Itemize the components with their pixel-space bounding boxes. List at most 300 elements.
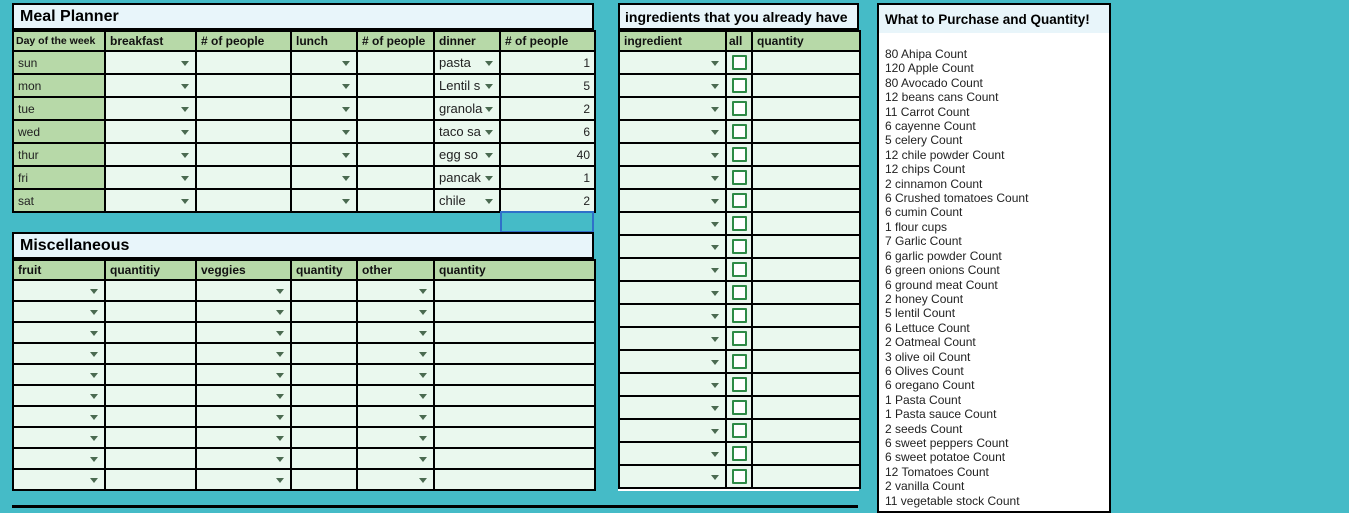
lunch-dropdown[interactable] bbox=[291, 189, 357, 212]
dinner-people-cell[interactable]: 6 bbox=[500, 120, 595, 143]
fruit-quantity-cell[interactable] bbox=[105, 280, 196, 301]
purchase-list bbox=[885, 47, 1028, 508]
breakfast-dropdown[interactable] bbox=[105, 166, 196, 189]
misc-row bbox=[13, 343, 595, 364]
dropdown-arrow-icon[interactable] bbox=[276, 352, 284, 357]
veggies-dropdown[interactable] bbox=[196, 322, 291, 343]
all-checkbox-cell bbox=[726, 327, 752, 350]
purchase-item: 6 garlic powder Count bbox=[885, 248, 1002, 263]
dropdown-arrow-icon[interactable] bbox=[276, 457, 284, 462]
veggies-quantity-cell[interactable] bbox=[291, 448, 357, 469]
dropdown-arrow-icon[interactable] bbox=[711, 452, 719, 457]
other-quantity-cell[interactable] bbox=[434, 469, 595, 490]
header-breakfast-people: # of people bbox=[196, 31, 291, 51]
breakfast-people-cell[interactable] bbox=[196, 97, 291, 120]
veggies-quantity-cell[interactable] bbox=[291, 322, 357, 343]
ingredient-dropdown[interactable] bbox=[619, 442, 726, 465]
fruit-dropdown[interactable] bbox=[13, 343, 105, 364]
fruit-quantity-cell[interactable] bbox=[105, 343, 196, 364]
all-checkbox-cell bbox=[726, 97, 752, 120]
all-checkbox[interactable] bbox=[732, 147, 747, 162]
dropdown-arrow-icon[interactable] bbox=[276, 415, 284, 420]
all-checkbox[interactable] bbox=[732, 78, 747, 93]
misc-row bbox=[13, 301, 595, 322]
dropdown-arrow-icon[interactable] bbox=[711, 130, 719, 135]
breakfast-dropdown[interactable] bbox=[105, 97, 196, 120]
dropdown-arrow-icon[interactable] bbox=[90, 457, 98, 462]
ingredient-quantity-cell[interactable] bbox=[752, 235, 860, 258]
dropdown-arrow-icon[interactable] bbox=[181, 61, 189, 66]
dropdown-arrow-icon[interactable] bbox=[181, 176, 189, 181]
ingredient-quantity-cell[interactable] bbox=[752, 166, 860, 189]
lunch-people-cell[interactable] bbox=[357, 97, 434, 120]
dinner-dropdown[interactable] bbox=[434, 189, 500, 212]
selected-cell[interactable] bbox=[500, 211, 594, 233]
dinner-dropdown[interactable] bbox=[434, 166, 500, 189]
ingredient-dropdown[interactable] bbox=[619, 465, 726, 488]
meal-row-sun bbox=[13, 51, 595, 74]
dropdown-arrow-icon[interactable] bbox=[711, 222, 719, 227]
dropdown-arrow-icon[interactable] bbox=[419, 331, 427, 336]
dinner-people-cell[interactable]: 1 bbox=[500, 166, 595, 189]
meal-row-tue bbox=[13, 97, 595, 120]
ingredient-dropdown[interactable] bbox=[619, 166, 726, 189]
ingredient-row bbox=[619, 281, 860, 304]
dropdown-arrow-icon[interactable] bbox=[711, 429, 719, 434]
breakfast-people-cell[interactable] bbox=[196, 51, 291, 74]
fruit-quantity-cell[interactable] bbox=[105, 406, 196, 427]
fruit-dropdown[interactable] bbox=[13, 322, 105, 343]
dinner-dropdown[interactable] bbox=[434, 74, 500, 97]
veggies-quantity-cell[interactable] bbox=[291, 406, 357, 427]
dropdown-arrow-icon[interactable] bbox=[276, 310, 284, 315]
dropdown-arrow-icon[interactable] bbox=[711, 268, 719, 273]
veggies-dropdown[interactable] bbox=[196, 427, 291, 448]
dropdown-arrow-icon[interactable] bbox=[342, 199, 350, 204]
dropdown-arrow-icon[interactable] bbox=[181, 107, 189, 112]
dinner-dropdown-value: egg so bbox=[439, 147, 479, 162]
ingredient-dropdown[interactable] bbox=[619, 419, 726, 442]
ingredient-quantity-cell[interactable] bbox=[752, 212, 860, 235]
meal-row-mon bbox=[13, 74, 595, 97]
all-checkbox-cell bbox=[726, 166, 752, 189]
all-checkbox[interactable] bbox=[732, 216, 747, 231]
dropdown-arrow-icon[interactable] bbox=[485, 176, 493, 181]
other-dropdown[interactable] bbox=[357, 448, 434, 469]
misc-title: Miscellaneous bbox=[12, 232, 594, 259]
breakfast-dropdown[interactable] bbox=[105, 51, 196, 74]
all-checkbox[interactable] bbox=[732, 262, 747, 277]
dropdown-arrow-icon[interactable] bbox=[419, 478, 427, 483]
ingredient-quantity-cell[interactable] bbox=[752, 327, 860, 350]
fruit-quantity-cell[interactable] bbox=[105, 448, 196, 469]
other-dropdown[interactable] bbox=[357, 322, 434, 343]
dropdown-arrow-icon[interactable] bbox=[711, 383, 719, 388]
ingredient-dropdown[interactable] bbox=[619, 396, 726, 419]
fruit-quantity-cell[interactable] bbox=[105, 469, 196, 490]
purchase-item: 6 oregano Count bbox=[885, 378, 975, 393]
veggies-dropdown[interactable] bbox=[196, 280, 291, 301]
ingredient-quantity-cell[interactable] bbox=[752, 97, 860, 120]
dropdown-arrow-icon[interactable] bbox=[419, 457, 427, 462]
ingredient-row bbox=[619, 51, 860, 74]
dropdown-arrow-icon[interactable] bbox=[90, 310, 98, 315]
ingredient-dropdown[interactable] bbox=[619, 143, 726, 166]
ingredient-dropdown[interactable] bbox=[619, 258, 726, 281]
veggies-quantity-cell[interactable] bbox=[291, 427, 357, 448]
dropdown-arrow-icon[interactable] bbox=[276, 478, 284, 483]
other-dropdown[interactable] bbox=[357, 301, 434, 322]
dropdown-arrow-icon[interactable] bbox=[90, 373, 98, 378]
veggies-dropdown[interactable] bbox=[196, 406, 291, 427]
ingredient-row bbox=[619, 258, 860, 281]
other-quantity-cell[interactable] bbox=[434, 322, 595, 343]
ingredient-row bbox=[619, 373, 860, 396]
dropdown-arrow-icon[interactable] bbox=[711, 291, 719, 296]
lunch-people-cell[interactable] bbox=[357, 166, 434, 189]
all-checkbox[interactable] bbox=[732, 331, 747, 346]
header-other: other bbox=[357, 260, 434, 280]
all-checkbox-cell bbox=[726, 419, 752, 442]
all-checkbox[interactable] bbox=[732, 354, 747, 369]
misc-row bbox=[13, 322, 595, 343]
header-ingredient: ingredient bbox=[619, 31, 726, 51]
purchase-item: 6 sweet potatoe Count bbox=[885, 450, 1006, 465]
lunch-dropdown[interactable] bbox=[291, 120, 357, 143]
breakfast-people-cell[interactable] bbox=[196, 189, 291, 212]
dinner-dropdown-value: granola bbox=[439, 101, 483, 116]
ingredient-dropdown[interactable] bbox=[619, 281, 726, 304]
header-other-quantity: quantity bbox=[434, 260, 595, 280]
ingredient-dropdown[interactable] bbox=[619, 120, 726, 143]
purchase-item: 80 Ahipa Count bbox=[885, 47, 968, 61]
ingredient-dropdown[interactable] bbox=[619, 327, 726, 350]
day-cell: sat bbox=[13, 189, 105, 212]
other-dropdown[interactable] bbox=[357, 385, 434, 406]
fruit-dropdown[interactable] bbox=[13, 406, 105, 427]
all-checkbox[interactable] bbox=[732, 239, 747, 254]
veggies-dropdown[interactable] bbox=[196, 364, 291, 385]
ingredient-dropdown[interactable] bbox=[619, 97, 726, 120]
meal-row-thur bbox=[13, 143, 595, 166]
all-checkbox-cell bbox=[726, 51, 752, 74]
fruit-quantity-cell[interactable] bbox=[105, 301, 196, 322]
ingredients-panel bbox=[618, 3, 859, 491]
header-fruit-quantity: quantitiy bbox=[105, 260, 196, 280]
dropdown-arrow-icon[interactable] bbox=[485, 107, 493, 112]
lunch-people-cell[interactable] bbox=[357, 120, 434, 143]
dropdown-arrow-icon[interactable] bbox=[342, 61, 350, 66]
dinner-dropdown-value: taco sa bbox=[439, 124, 481, 139]
purchase-item: 12 chile powder Count bbox=[885, 147, 1005, 162]
dinner-dropdown[interactable] bbox=[434, 120, 500, 143]
other-quantity-cell[interactable] bbox=[434, 280, 595, 301]
ingredient-quantity-cell[interactable] bbox=[752, 120, 860, 143]
dropdown-arrow-icon[interactable] bbox=[181, 199, 189, 204]
dropdown-arrow-icon[interactable] bbox=[419, 436, 427, 441]
dropdown-arrow-icon[interactable] bbox=[419, 352, 427, 357]
lunch-people-cell[interactable] bbox=[357, 189, 434, 212]
ingredient-dropdown[interactable] bbox=[619, 350, 726, 373]
dropdown-arrow-icon[interactable] bbox=[276, 289, 284, 294]
veggies-dropdown[interactable] bbox=[196, 469, 291, 490]
fruit-dropdown[interactable] bbox=[13, 427, 105, 448]
veggies-dropdown[interactable] bbox=[196, 343, 291, 364]
all-checkbox[interactable] bbox=[732, 423, 747, 438]
dinner-people-cell[interactable]: 1 bbox=[500, 51, 595, 74]
veggies-quantity-cell[interactable] bbox=[291, 280, 357, 301]
breakfast-dropdown[interactable] bbox=[105, 120, 196, 143]
other-quantity-cell[interactable] bbox=[434, 406, 595, 427]
veggies-quantity-cell[interactable] bbox=[291, 469, 357, 490]
dinner-people-cell[interactable]: 40 bbox=[500, 143, 595, 166]
meal-row-fri bbox=[13, 166, 595, 189]
dropdown-arrow-icon[interactable] bbox=[711, 475, 719, 480]
all-checkbox[interactable] bbox=[732, 124, 747, 139]
dinner-dropdown-value: Lentil s bbox=[439, 78, 481, 93]
dropdown-arrow-icon[interactable] bbox=[90, 331, 98, 336]
all-checkbox[interactable] bbox=[732, 101, 747, 116]
all-checkbox[interactable] bbox=[732, 469, 747, 484]
ingredient-quantity-cell[interactable] bbox=[752, 419, 860, 442]
misc-row bbox=[13, 427, 595, 448]
ingredient-dropdown[interactable] bbox=[619, 304, 726, 327]
fruit-dropdown[interactable] bbox=[13, 469, 105, 490]
ingredient-quantity-cell[interactable] bbox=[752, 51, 860, 74]
dropdown-arrow-icon[interactable] bbox=[181, 153, 189, 158]
dropdown-arrow-icon[interactable] bbox=[485, 130, 493, 135]
lunch-dropdown[interactable] bbox=[291, 97, 357, 120]
dropdown-arrow-icon[interactable] bbox=[276, 394, 284, 399]
header-breakfast: breakfast bbox=[105, 31, 196, 51]
breakfast-dropdown[interactable] bbox=[105, 189, 196, 212]
other-quantity-cell[interactable] bbox=[434, 301, 595, 322]
veggies-quantity-cell[interactable] bbox=[291, 301, 357, 322]
other-dropdown[interactable] bbox=[357, 427, 434, 448]
ingredient-dropdown[interactable] bbox=[619, 189, 726, 212]
fruit-quantity-cell[interactable] bbox=[105, 385, 196, 406]
misc-row bbox=[13, 469, 595, 490]
dropdown-arrow-icon[interactable] bbox=[181, 84, 189, 89]
dropdown-arrow-icon[interactable] bbox=[276, 436, 284, 441]
day-cell: fri bbox=[13, 166, 105, 189]
dropdown-arrow-icon[interactable] bbox=[181, 130, 189, 135]
header-veggies-quantity: quantity bbox=[291, 260, 357, 280]
veggies-dropdown[interactable] bbox=[196, 448, 291, 469]
breakfast-people-cell[interactable] bbox=[196, 166, 291, 189]
dropdown-arrow-icon[interactable] bbox=[342, 107, 350, 112]
veggies-dropdown[interactable] bbox=[196, 385, 291, 406]
other-quantity-cell[interactable] bbox=[434, 364, 595, 385]
all-checkbox-cell bbox=[726, 442, 752, 465]
ingredient-dropdown[interactable] bbox=[619, 74, 726, 97]
dropdown-arrow-icon[interactable] bbox=[711, 245, 719, 250]
misc-row bbox=[13, 406, 595, 427]
dropdown-arrow-icon[interactable] bbox=[485, 61, 493, 66]
other-quantity-cell[interactable] bbox=[434, 385, 595, 406]
dropdown-arrow-icon[interactable] bbox=[711, 176, 719, 181]
purchase-item: 6 Olives Count bbox=[885, 363, 964, 378]
dropdown-arrow-icon[interactable] bbox=[90, 478, 98, 483]
dinner-dropdown[interactable] bbox=[434, 51, 500, 74]
other-quantity-cell[interactable] bbox=[434, 427, 595, 448]
fruit-quantity-cell[interactable] bbox=[105, 427, 196, 448]
fruit-dropdown[interactable] bbox=[13, 385, 105, 406]
dropdown-arrow-icon[interactable] bbox=[711, 153, 719, 158]
lunch-people-cell[interactable] bbox=[357, 51, 434, 74]
fruit-dropdown[interactable] bbox=[13, 364, 105, 385]
other-dropdown[interactable] bbox=[357, 343, 434, 364]
all-checkbox-cell bbox=[726, 465, 752, 488]
ingredient-quantity-cell[interactable] bbox=[752, 304, 860, 327]
purchase-item: 2 Oatmeal Count bbox=[885, 335, 976, 350]
veggies-quantity-cell[interactable] bbox=[291, 343, 357, 364]
dropdown-arrow-icon[interactable] bbox=[419, 373, 427, 378]
dropdown-arrow-icon[interactable] bbox=[711, 84, 719, 89]
header-lunch: lunch bbox=[291, 31, 357, 51]
dropdown-arrow-icon[interactable] bbox=[419, 289, 427, 294]
all-checkbox[interactable] bbox=[732, 170, 747, 185]
lunch-people-cell[interactable] bbox=[357, 74, 434, 97]
dropdown-arrow-icon[interactable] bbox=[342, 153, 350, 158]
all-checkbox[interactable] bbox=[732, 308, 747, 323]
dinner-dropdown[interactable] bbox=[434, 97, 500, 120]
purchase-item: 6 green onions Count bbox=[885, 263, 1000, 278]
header-lunch-people: # of people bbox=[357, 31, 434, 51]
veggies-dropdown[interactable] bbox=[196, 301, 291, 322]
ingredient-quantity-cell[interactable] bbox=[752, 396, 860, 419]
veggies-quantity-cell[interactable] bbox=[291, 385, 357, 406]
all-checkbox[interactable] bbox=[732, 285, 747, 300]
purchase-panel bbox=[877, 3, 1111, 513]
dropdown-arrow-icon[interactable] bbox=[711, 107, 719, 112]
header-veggies: veggies bbox=[196, 260, 291, 280]
dropdown-arrow-icon[interactable] bbox=[419, 310, 427, 315]
other-quantity-cell[interactable] bbox=[434, 448, 595, 469]
fruit-quantity-cell[interactable] bbox=[105, 322, 196, 343]
purchase-title: What to Purchase and Quantity! bbox=[879, 5, 1109, 33]
misc-row bbox=[13, 385, 595, 406]
fruit-dropdown[interactable] bbox=[13, 280, 105, 301]
dropdown-arrow-icon[interactable] bbox=[342, 84, 350, 89]
ingredient-quantity-cell[interactable] bbox=[752, 74, 860, 97]
day-cell: wed bbox=[13, 120, 105, 143]
dropdown-arrow-icon[interactable] bbox=[485, 153, 493, 158]
dropdown-arrow-icon[interactable] bbox=[485, 84, 493, 89]
fruit-dropdown[interactable] bbox=[13, 301, 105, 322]
ingredient-quantity-cell[interactable] bbox=[752, 143, 860, 166]
dinner-people-cell[interactable]: 2 bbox=[500, 97, 595, 120]
dropdown-arrow-icon[interactable] bbox=[711, 337, 719, 342]
other-quantity-cell[interactable] bbox=[434, 343, 595, 364]
fruit-quantity-cell[interactable] bbox=[105, 364, 196, 385]
purchase-item: 1 Pasta sauce Count bbox=[885, 407, 997, 422]
meal-row-wed bbox=[13, 120, 595, 143]
ingredient-quantity-cell[interactable] bbox=[752, 350, 860, 373]
all-checkbox[interactable] bbox=[732, 446, 747, 461]
purchase-item: 80 Avocado Count bbox=[885, 75, 983, 90]
breakfast-dropdown[interactable] bbox=[105, 74, 196, 97]
purchase-item: 6 sweet peppers Count bbox=[885, 435, 1009, 450]
dropdown-arrow-icon[interactable] bbox=[342, 130, 350, 135]
purchase-item: 11 Carrot Count bbox=[885, 104, 970, 119]
dropdown-arrow-icon[interactable] bbox=[711, 406, 719, 411]
dropdown-arrow-icon[interactable] bbox=[90, 415, 98, 420]
dropdown-arrow-icon[interactable] bbox=[711, 199, 719, 204]
dropdown-arrow-icon[interactable] bbox=[276, 373, 284, 378]
other-dropdown[interactable] bbox=[357, 469, 434, 490]
lunch-dropdown[interactable] bbox=[291, 166, 357, 189]
misc-row bbox=[13, 364, 595, 385]
dinner-people-cell[interactable]: 2 bbox=[500, 189, 595, 212]
misc-row bbox=[13, 448, 595, 469]
lunch-dropdown[interactable] bbox=[291, 51, 357, 74]
ingredient-row bbox=[619, 396, 860, 419]
lunch-dropdown[interactable] bbox=[291, 143, 357, 166]
day-cell: tue bbox=[13, 97, 105, 120]
ingredient-quantity-cell[interactable] bbox=[752, 465, 860, 488]
fruit-dropdown[interactable] bbox=[13, 448, 105, 469]
dropdown-arrow-icon[interactable] bbox=[276, 331, 284, 336]
dropdown-arrow-icon[interactable] bbox=[90, 394, 98, 399]
all-checkbox[interactable] bbox=[732, 193, 747, 208]
all-checkbox[interactable] bbox=[732, 400, 747, 415]
all-checkbox-cell bbox=[726, 212, 752, 235]
all-checkbox[interactable] bbox=[732, 377, 747, 392]
breakfast-dropdown[interactable] bbox=[105, 143, 196, 166]
all-checkbox-cell bbox=[726, 396, 752, 419]
ingredient-quantity-cell[interactable] bbox=[752, 281, 860, 304]
ingredient-row bbox=[619, 120, 860, 143]
ingredient-row bbox=[619, 419, 860, 442]
ingredient-quantity-cell[interactable] bbox=[752, 373, 860, 396]
purchase-item: 6 Lettuce Count bbox=[885, 320, 970, 335]
dropdown-arrow-icon[interactable] bbox=[90, 352, 98, 357]
breakfast-people-cell[interactable] bbox=[196, 143, 291, 166]
dropdown-arrow-icon[interactable] bbox=[90, 289, 98, 294]
dropdown-arrow-icon[interactable] bbox=[342, 176, 350, 181]
dropdown-arrow-icon[interactable] bbox=[711, 314, 719, 319]
ingredient-quantity-cell[interactable] bbox=[752, 189, 860, 212]
lunch-dropdown[interactable] bbox=[291, 74, 357, 97]
dropdown-arrow-icon[interactable] bbox=[711, 360, 719, 365]
other-dropdown[interactable] bbox=[357, 364, 434, 385]
veggies-quantity-cell[interactable] bbox=[291, 364, 357, 385]
ingredient-dropdown[interactable] bbox=[619, 235, 726, 258]
ingredient-row bbox=[619, 74, 860, 97]
dropdown-arrow-icon[interactable] bbox=[485, 199, 493, 204]
ingredient-quantity-cell[interactable] bbox=[752, 442, 860, 465]
dropdown-arrow-icon[interactable] bbox=[711, 61, 719, 66]
dropdown-arrow-icon[interactable] bbox=[419, 394, 427, 399]
dinner-people-cell[interactable]: 5 bbox=[500, 74, 595, 97]
dinner-dropdown[interactable] bbox=[434, 143, 500, 166]
ingredient-quantity-cell[interactable] bbox=[752, 258, 860, 281]
dropdown-arrow-icon[interactable] bbox=[90, 436, 98, 441]
breakfast-people-cell[interactable] bbox=[196, 74, 291, 97]
lunch-people-cell[interactable] bbox=[357, 143, 434, 166]
dropdown-arrow-icon[interactable] bbox=[419, 415, 427, 420]
breakfast-people-cell[interactable] bbox=[196, 120, 291, 143]
all-checkbox[interactable] bbox=[732, 55, 747, 70]
ingredient-row bbox=[619, 327, 860, 350]
ingredient-dropdown[interactable] bbox=[619, 212, 726, 235]
other-dropdown[interactable] bbox=[357, 406, 434, 427]
other-dropdown[interactable] bbox=[357, 280, 434, 301]
ingredient-dropdown[interactable] bbox=[619, 373, 726, 396]
all-checkbox-cell bbox=[726, 74, 752, 97]
ingredient-dropdown[interactable] bbox=[619, 51, 726, 74]
